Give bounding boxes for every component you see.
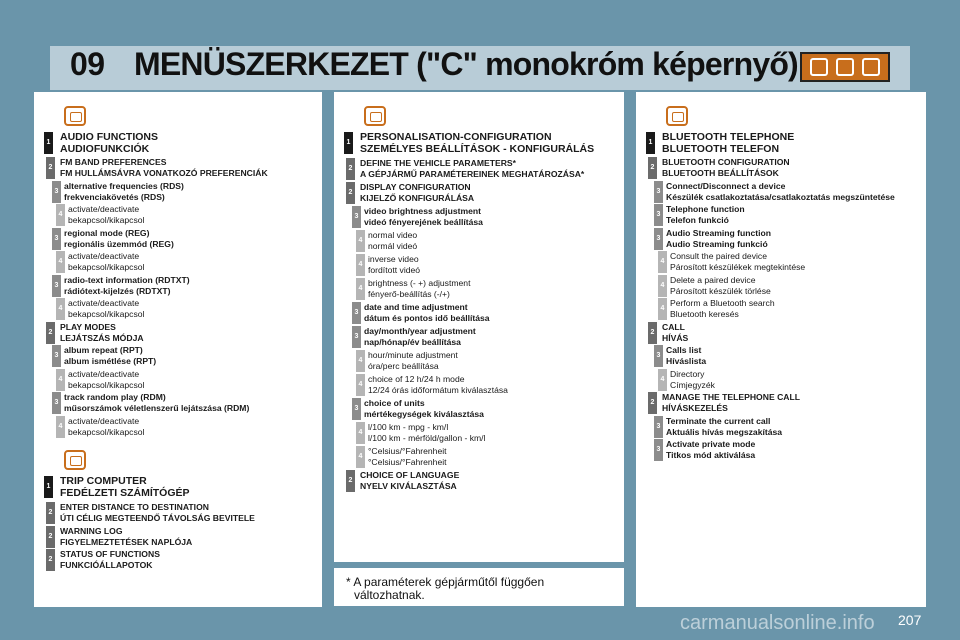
menu-item-line: fordított videó (368, 265, 421, 276)
level-badge: 3 (52, 392, 61, 414)
panel-personalisation (334, 92, 624, 562)
trip-computer-icon (64, 450, 86, 470)
level-badge: 4 (658, 298, 667, 320)
menu-item-line: bekapcsol/kikapcsol (68, 215, 145, 226)
menu-item-line: dátum és pontos idő beállítása (364, 313, 490, 324)
menu-item-text (68, 298, 144, 321)
level-badge: 4 (356, 374, 365, 396)
menu-item-line: PERSONALISATION-CONFIGURATION (360, 131, 552, 143)
level-badge: 2 (648, 322, 657, 344)
menu-item-line: video brightness adjustment (364, 206, 481, 216)
level-badge: 4 (356, 230, 365, 252)
menu-item-text (64, 392, 249, 415)
level-badge: 3 (352, 398, 361, 420)
level-badge: 1 (44, 476, 53, 498)
menu-item-text (64, 228, 174, 251)
menu-item-line: bekapcsol/kikapcsol (68, 262, 145, 273)
menu-item-text (64, 345, 156, 368)
menu-item-line: Készülék csatlakoztatása/csatlakoztatás megszüntetése (666, 191, 895, 202)
level-badge: 2 (648, 157, 657, 179)
menu-item-line: Párosított készülékek megtekintése (670, 262, 806, 273)
menu-item-line: DEFINE THE VEHICLE PARAMETERS* (360, 158, 516, 168)
menu-item-text (666, 228, 771, 251)
menu-item-line: AUDIOFUNKCIÓK (60, 142, 150, 155)
menu-item-line: BLUETOOTH TELEPHONE (662, 131, 795, 143)
level-badge: 4 (356, 278, 365, 300)
menu-item-text (670, 275, 771, 298)
level-badge: 3 (654, 345, 663, 367)
menu-item-line: videó fényerejének beállítása (364, 217, 483, 228)
menu-item-text (360, 182, 474, 205)
level-badge: 3 (654, 181, 663, 203)
menu-item-text (68, 204, 144, 227)
level-badge: 3 (654, 228, 663, 250)
menu-item-text (662, 322, 688, 345)
menu-item-text (662, 157, 790, 180)
menu-item-line: FM HULLÁMSÁVRA VONATKOZÓ PREFERENCIÁK (60, 168, 268, 179)
menu-item-line: óra/perc beállítása (368, 361, 439, 372)
menu-item-line: AUDIO FUNCTIONS (60, 131, 158, 143)
footnote-line-2: változhatnak. (354, 588, 425, 602)
menu-item-text (666, 181, 895, 204)
menu-item-text (368, 374, 508, 397)
level-badge: 2 (346, 182, 355, 204)
menu-item-text (360, 132, 594, 155)
level-badge: 4 (56, 298, 65, 320)
menu-item-line: Delete a paired device (670, 274, 756, 285)
menu-item-line: rádiótext-kijelzés (RDTXT) (64, 285, 171, 296)
header-icons (800, 52, 890, 82)
menu-item-line: album repeat (RPT) (64, 345, 143, 355)
menu-item-line: Címjegyzék (670, 379, 715, 390)
menu-item-line: l/100 km - mpg - km/l (368, 422, 449, 432)
menu-item-text (364, 206, 483, 229)
menu-item-line: FIGYELMEZTETÉSEK NAPLÓJA (60, 536, 193, 547)
menu-item-text (670, 369, 715, 392)
menu-item-text (60, 157, 268, 180)
level-badge: 1 (44, 132, 53, 154)
menu-item-line: Híváslista (666, 356, 707, 367)
menu-item-text (368, 422, 485, 445)
menu-item-line: FM BAND PREFERENCES (60, 157, 167, 167)
menu-item-text (666, 439, 755, 462)
menu-item-line: activate/deactivate (68, 251, 140, 261)
menu-item-text (364, 326, 476, 349)
level-badge: 3 (52, 181, 61, 203)
level-badge: 4 (56, 251, 65, 273)
menu-item-text (60, 502, 255, 525)
menu-item-line: ÚTI CÉLIG MEGTEENDŐ TÁVOLSÁG BEVITELE (60, 513, 255, 524)
level-badge: 3 (654, 416, 663, 438)
personalisation-icon (836, 58, 854, 76)
menu-item-line: BLUETOOTH TELEFON (662, 142, 780, 155)
level-badge: 4 (356, 422, 365, 444)
menu-item-line: FEDÉLZETI SZÁMÍTÓGÉP (60, 486, 190, 499)
menu-item-line: BLUETOOTH BEÁLLÍTÁSOK (662, 168, 779, 179)
menu-item-line: regionális üzemmód (REG) (64, 238, 174, 249)
menu-item-line: Párosított készülék törlése (670, 285, 771, 296)
level-badge: 4 (56, 416, 65, 438)
menu-item-line: ENTER DISTANCE TO DESTINATION (60, 502, 209, 512)
menu-item-line: Directory (670, 368, 705, 379)
menu-item-line: choice of 12 h/24 h mode (368, 374, 465, 384)
menu-item-text (364, 398, 484, 421)
menu-item-line: Audio Streaming function (666, 227, 772, 238)
menu-item-line: CHOICE OF LANGUAGE (360, 470, 460, 480)
menu-item-line: BLUETOOTH CONFIGURATION (662, 157, 790, 167)
menu-item-line: Titkos mód aktiválása (666, 450, 756, 461)
menu-item-line: radio-text information (RDTXT) (64, 274, 190, 285)
menu-item-text (666, 416, 782, 439)
menu-item-text (666, 345, 706, 368)
level-badge: 4 (658, 251, 667, 273)
menu-item-line: WARNING LOG (60, 525, 123, 536)
menu-item-text (368, 446, 447, 469)
menu-item-line: regional mode (REG) (64, 227, 150, 238)
audio-icon (810, 58, 828, 76)
level-badge: 3 (52, 228, 61, 250)
menu-item-line: l/100 km - mérföld/gallon - km/l (368, 433, 486, 444)
menu-item-line: STATUS OF FUNCTIONS (60, 549, 160, 559)
level-badge: 4 (56, 204, 65, 226)
menu-item-text (368, 230, 417, 253)
level-badge: 2 (46, 157, 55, 179)
level-badge: 4 (356, 350, 365, 372)
level-badge: 3 (654, 439, 663, 461)
menu-item-line: activate/deactivate (68, 204, 140, 214)
menu-item-line: Perform a Bluetooth search (670, 298, 775, 308)
menu-item-line: Activate private mode (666, 439, 756, 449)
menu-item-line: °Celsius/°Fahrenheit (368, 446, 447, 456)
menu-item-line: frekvenciakövetés (RDS) (64, 191, 165, 202)
menu-item-text (670, 251, 805, 274)
menu-item-line: fényerő-beállítás (-/+) (368, 289, 450, 300)
menu-item-line: bekapcsol/kikapcsol (68, 426, 145, 437)
menu-item-line: PLAY MODES (60, 321, 116, 332)
menu-item-text (368, 278, 470, 301)
menu-item-line: Consult the paired device (670, 251, 767, 261)
menu-item-line: Terminate the current call (666, 415, 771, 426)
level-badge: 4 (56, 369, 65, 391)
menu-item-line: TRIP COMPUTER (60, 475, 147, 487)
menu-item-line: hour/minute adjustment (368, 350, 458, 360)
menu-item-line: HÍVÁSKEZELÉS (662, 403, 728, 414)
menu-item-text (360, 158, 584, 181)
menu-item-line: normal video (368, 230, 418, 240)
level-badge: 3 (654, 204, 663, 226)
menu-item-text (60, 132, 158, 155)
personalisation-icon (364, 106, 386, 126)
watermark: carmanualsonline.info (680, 612, 875, 634)
menu-item-line: activate/deactivate (68, 415, 140, 426)
menu-item-line: NYELV KIVÁLASZTÁSA (360, 481, 457, 492)
level-badge: 2 (346, 470, 355, 492)
menu-item-text (60, 549, 160, 572)
menu-item-text (360, 470, 459, 493)
phone-icon (862, 58, 880, 76)
page-number: 207 (898, 612, 922, 628)
menu-item-line: műsorszámok véletlenszerű lejátszása (RDM) (64, 403, 250, 414)
menu-item-line: day/month/year adjustment (364, 326, 476, 336)
footnote-line-1: A paraméterek gépjárműtől függően (353, 575, 545, 589)
menu-item-text (662, 132, 794, 155)
level-badge: 3 (352, 206, 361, 228)
menu-item-line: brightness (- +) adjustment (368, 278, 471, 288)
menu-item-text (64, 275, 190, 298)
menu-item-line: album ismétlése (RPT) (64, 356, 157, 367)
menu-item-text (666, 204, 745, 227)
level-badge: 2 (648, 392, 657, 414)
menu-item-line: nap/hónap/év beállítása (364, 337, 461, 348)
menu-item-line: 12/24 órás időformátum kiválasztása (368, 385, 508, 396)
menu-item-line: Telefon funkció (666, 215, 729, 226)
menu-item-line: FUNKCIÓÁLLAPOTOK (60, 560, 153, 571)
phone-icon (666, 106, 688, 126)
menu-item-line: Telephone function (666, 204, 745, 214)
menu-item-text (368, 254, 420, 277)
menu-item-line: Audio Streaming funkció (666, 238, 768, 249)
level-badge: 3 (52, 275, 61, 297)
level-badge: 2 (346, 158, 355, 180)
menu-item-text (662, 392, 800, 415)
audio-icon (64, 106, 86, 126)
level-badge: 1 (646, 132, 655, 154)
footnote (346, 576, 544, 602)
level-badge: 3 (352, 302, 361, 324)
menu-item-line: A GÉPJÁRMŰ PARAMÉTEREINEK MEGHATÁROZÁSA* (360, 169, 585, 180)
menu-item-line: Aktuális hívás megszakítása (666, 426, 783, 437)
panel-bluetooth (636, 92, 926, 607)
menu-item-text (368, 350, 458, 373)
menu-item-line: alternative frequencies (RDS) (64, 180, 184, 191)
menu-item-text (68, 416, 144, 439)
menu-item-text (60, 526, 192, 549)
level-badge: 4 (658, 275, 667, 297)
level-badge: 2 (46, 549, 55, 571)
menu-item-line: SZEMÉLYES BEÁLLÍTÁSOK - KONFIGURÁLÁS (360, 142, 595, 155)
menu-item-text (364, 302, 490, 325)
menu-item-line: bekapcsol/kikapcsol (68, 309, 145, 320)
menu-item-text (60, 322, 144, 345)
menu-item-line: mértékegységek kiválasztása (364, 409, 484, 420)
menu-item-line: MANAGE THE TELEPHONE CALL (662, 392, 800, 402)
level-badge: 2 (46, 502, 55, 524)
chapter-number: 09 (70, 46, 105, 82)
panel-audio-trip (34, 92, 322, 607)
menu-item-line: KIJELZŐ KONFIGURÁLÁSA (360, 193, 475, 204)
level-badge: 4 (356, 254, 365, 276)
menu-item-text (60, 476, 190, 499)
menu-item-line: inverse video (368, 254, 419, 264)
menu-item-line: Connect/Disconnect a device (666, 180, 786, 191)
menu-item-line: CALL (662, 321, 685, 332)
level-badge: 4 (658, 369, 667, 391)
menu-item-line: date and time adjustment (364, 302, 468, 312)
page-title: MENÜSZERKEZET ("C" monokróm képernyő) (134, 46, 798, 82)
menu-item-line: Calls list (666, 345, 702, 355)
menu-item-text (670, 298, 775, 321)
level-badge: 4 (356, 446, 365, 468)
menu-item-line: activate/deactivate (68, 298, 140, 308)
menu-item-line: DISPLAY CONFIGURATION (360, 182, 471, 192)
menu-item-text (68, 251, 144, 274)
menu-item-line: normál videó (368, 241, 418, 252)
level-badge: 2 (46, 322, 55, 344)
menu-item-line: choice of units (364, 398, 425, 408)
menu-item-line: activate/deactivate (68, 368, 140, 379)
menu-item-line: LEJÁTSZÁS MÓDJA (60, 332, 144, 343)
menu-item-line: track random play (RDM) (64, 392, 166, 402)
level-badge: 3 (352, 326, 361, 348)
level-badge: 3 (52, 345, 61, 367)
menu-item-line: bekapcsol/kikapcsol (68, 379, 145, 390)
footnote-mark: * (346, 575, 351, 589)
menu-item-text (64, 181, 184, 204)
level-badge: 1 (344, 132, 353, 154)
menu-item-line: °Celsius/°Fahrenheit (368, 457, 447, 468)
menu-item-text (68, 369, 144, 392)
menu-item-line: HÍVÁS (662, 332, 689, 343)
level-badge: 2 (46, 526, 55, 548)
menu-item-line: Bluetooth keresés (670, 309, 739, 320)
